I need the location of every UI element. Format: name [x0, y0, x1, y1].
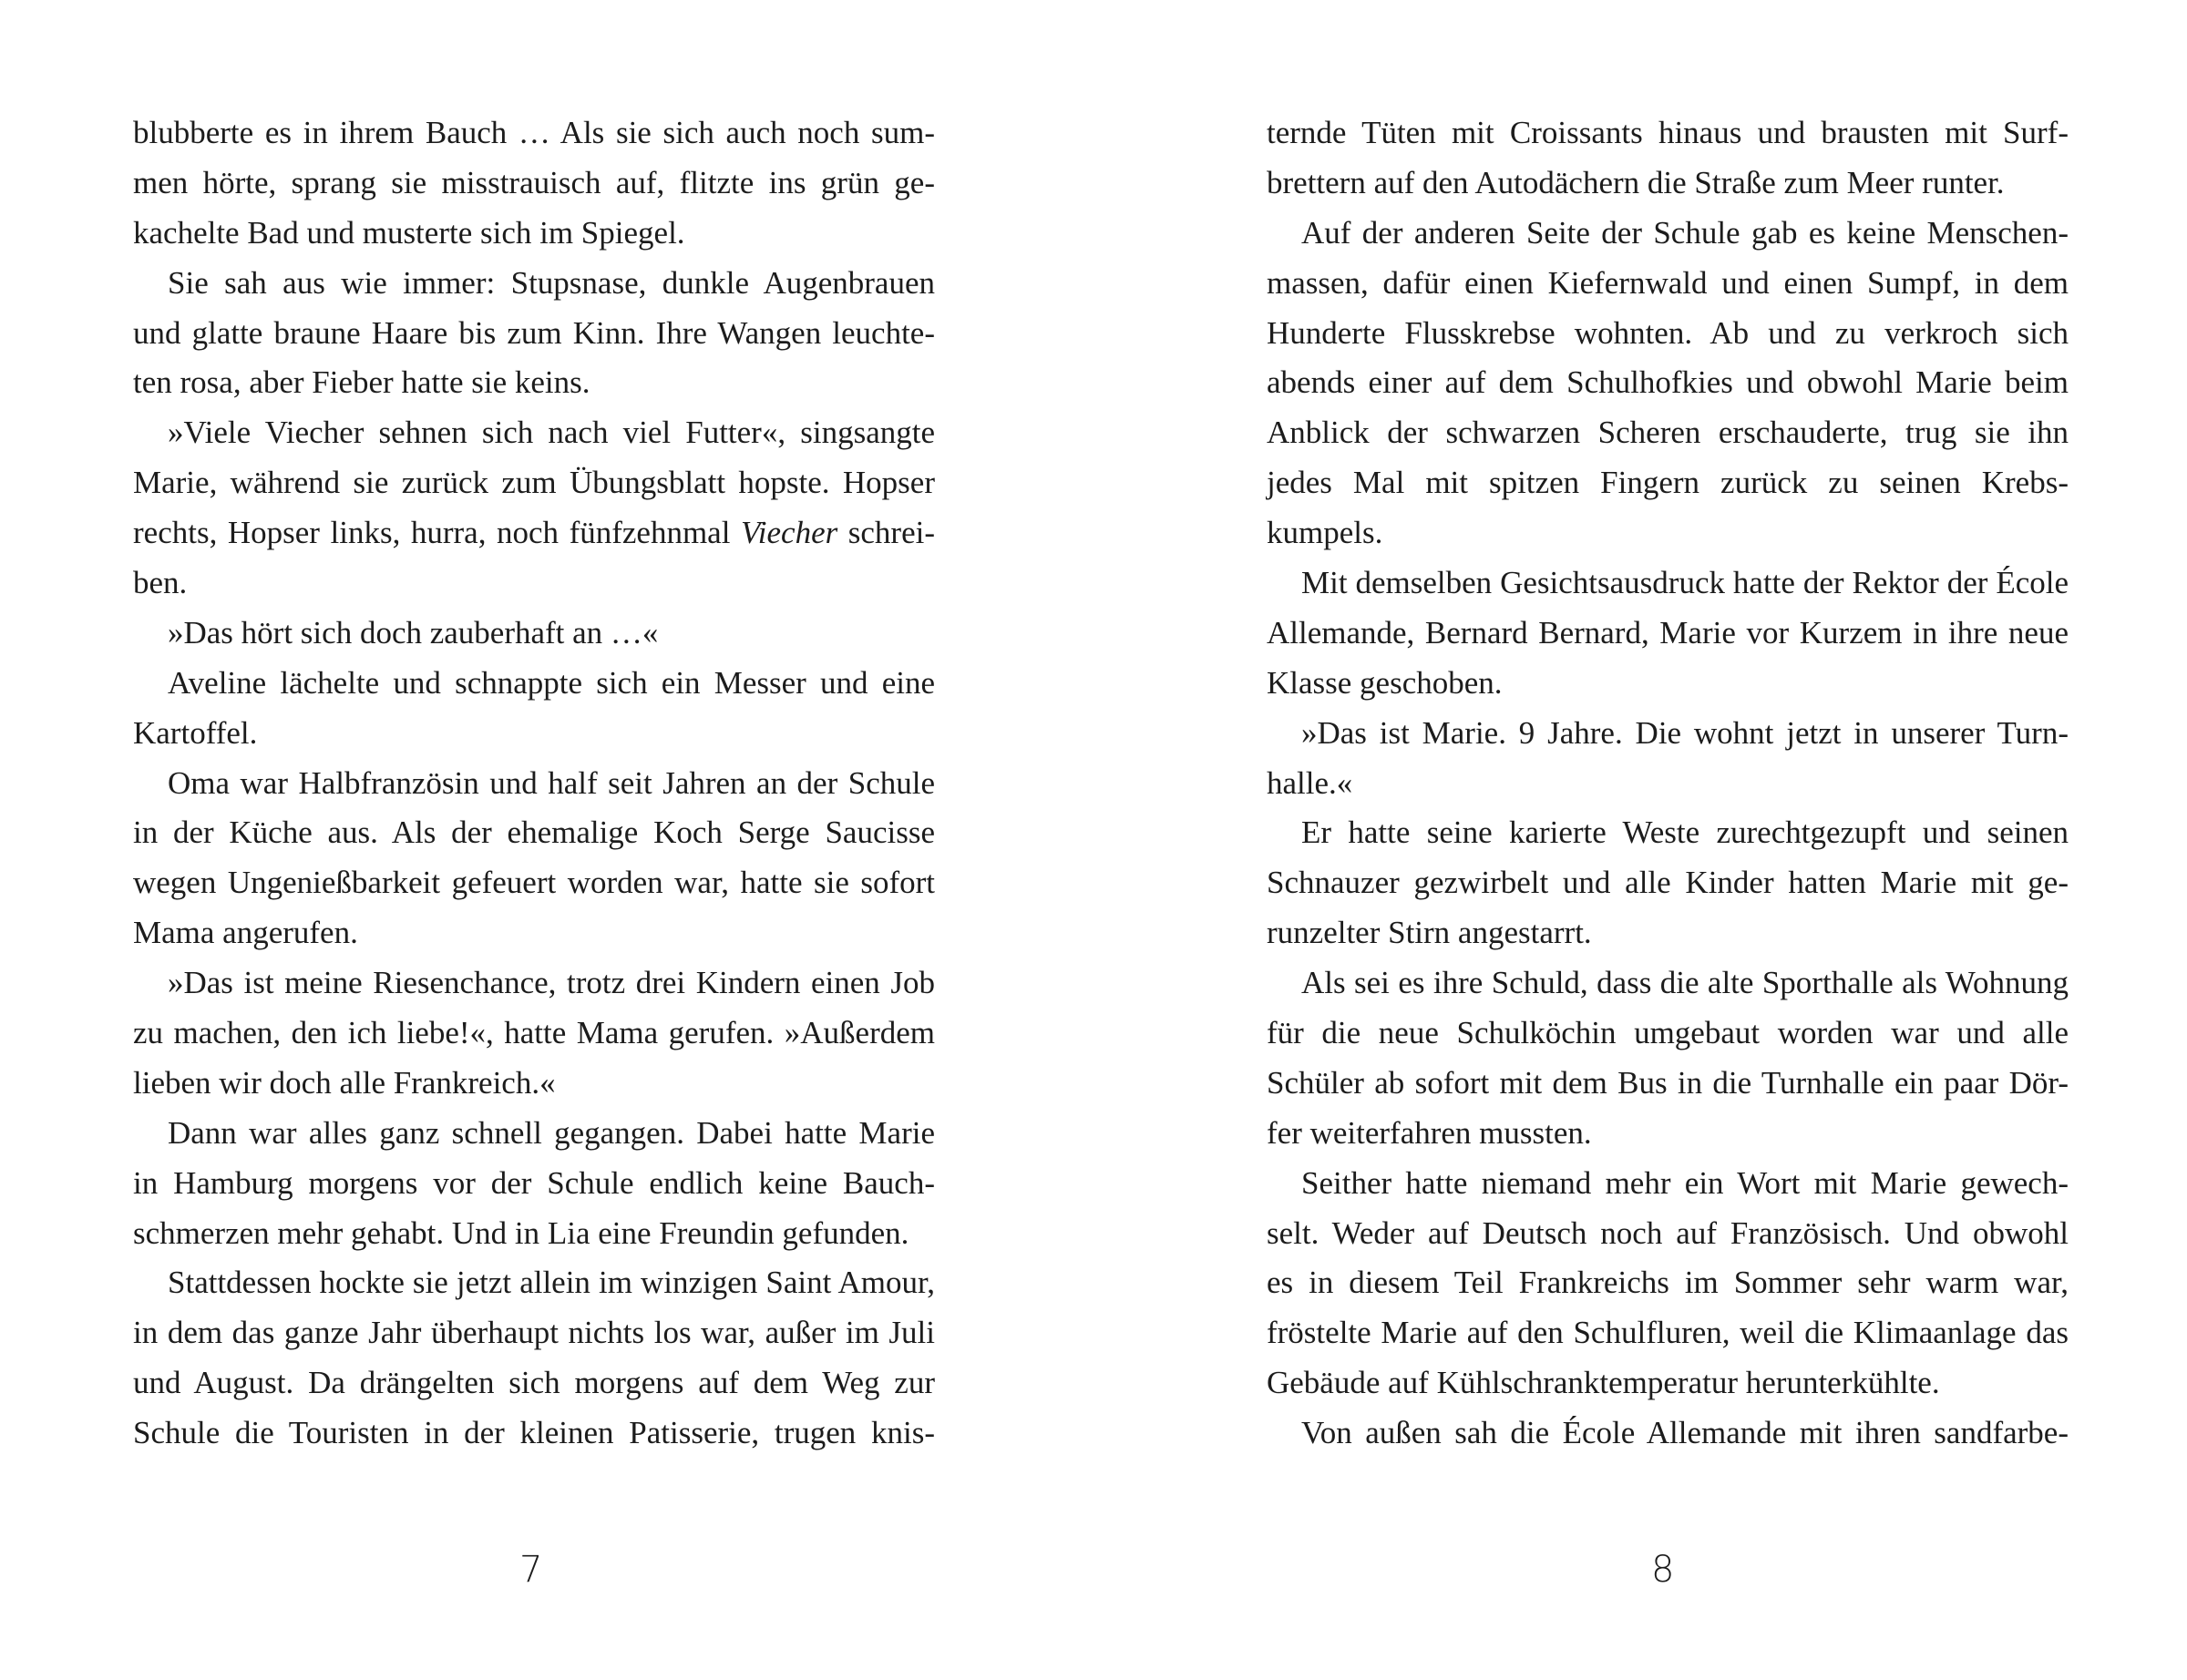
text-line: Anblick der schwarzen Scheren erschauderte, trug sie ihn	[1267, 415, 2069, 451]
text-line: Dann war alles ganz schnell gegangen. Dabei hatte Marie	[168, 1114, 935, 1151]
text-line: und August. Da drängelten sich morgens auf dem Weg zur	[133, 1365, 935, 1401]
text-line: blubberte es in ihrem Bauch … Als sie sich auch noch sum-	[133, 115, 935, 150]
text-line: abends einer auf dem Schulhofkies und obwohl Marie beim	[1267, 364, 2069, 401]
text-line: Von außen sah die École Allemande mit ihren sandfarbe-	[1301, 1415, 2069, 1451]
left-page-number: 7	[519, 1549, 543, 1591]
text-line: ten rosa, aber Fieber hatte sie keins.	[133, 364, 590, 401]
text-line: Marie, während sie zurück zum Übungsblatt hopste. Hopser	[133, 465, 935, 501]
text-line: Seither hatte niemand mehr ein Wort mit Marie gewech-	[1301, 1164, 2069, 1201]
text-line: schmerzen mehr gehabt. Und in Lia eine Freundin gefunden.	[133, 1214, 909, 1251]
text-line: ben.	[133, 565, 188, 601]
text-line: in dem das ganze Jahr überhaupt nichts los war, außer im Juli	[133, 1315, 935, 1351]
text-line: Hunderte Flusskrebse wohnten. Ab und zu verkroch sich	[1267, 314, 2069, 351]
text-segment: rechts, Hopser links, hurra, noch fünfzehnmal	[133, 515, 741, 551]
text-line: runzelter Stirn angestarrt.	[1267, 915, 1592, 951]
text-line: »Das ist meine Riesenchance, trotz drei Kindern einen Job	[168, 965, 935, 1001]
text-line: »Das hört sich doch zauberhaft an …«	[168, 614, 659, 650]
text-line: selt. Weder auf Deutsch noch auf Französisch. Und obwohl	[1267, 1214, 2069, 1251]
text-line: halle.«	[1267, 764, 1353, 801]
text-line: fröstelte Marie auf den Schulfluren, weil die Klimaanlage das	[1267, 1315, 2069, 1351]
text-line: wegen Ungenießbarkeit gefeuert worden war, hatte sie sofort	[133, 865, 935, 901]
text-line: »Viele Viecher sehnen sich nach viel Futter«, singsangte	[168, 415, 935, 451]
text-line: Schnauzer gezwirbelt und alle Kinder hatten Marie mit ge-	[1267, 865, 2069, 901]
text-line	[133, 508, 935, 558]
text-line: Gebäude auf Kühlschranktemperatur herunterkühlte.	[1267, 1365, 1940, 1401]
italic-word: Viecher	[741, 515, 838, 551]
text-line: Schüler ab sofort mit dem Bus in die Turnhalle ein paar Dör-	[1267, 1064, 2069, 1101]
text-line: Mama angerufen.	[133, 915, 358, 951]
text-line: Oma war Halbfranzösin und half seit Jahren an der Schule	[168, 764, 935, 801]
text-line: ternde Tüten mit Croissants hinaus und brausten mit Surf-	[1267, 115, 2069, 150]
text-line: zu machen, den ich liebe!«, hatte Mama gerufen. »Außerdem	[133, 1015, 935, 1051]
text-segment: schrei-	[837, 515, 936, 551]
text-line: Kartoffel.	[133, 714, 258, 751]
text-line: Stattdessen hockte sie jetzt allein im winzigen Saint Amour,	[168, 1265, 935, 1301]
text-line: kumpels.	[1267, 515, 1383, 551]
text-line: Als sei es ihre Schuld, dass die alte Sporthalle als Wohnung	[1301, 965, 2069, 1001]
text-line: in Hamburg morgens vor der Schule endlich keine Bauch-	[133, 1164, 935, 1201]
text-line: men hörte, sprang sie misstrauisch auf, flitzte ins grün ge-	[133, 164, 935, 200]
text-line: für die neue Schulköchin umgebaut worden war und alle	[1267, 1015, 2069, 1051]
text-line: Klasse geschoben.	[1267, 664, 1503, 701]
text-line: es in diesem Teil Frankreichs im Sommer sehr warm war,	[1267, 1265, 2069, 1301]
text-line: jedes Mal mit spitzen Fingern zurück zu seinen Krebs-	[1267, 465, 2069, 501]
left-page-text	[133, 108, 935, 1459]
text-line: kachelte Bad und musterte sich im Spiegel.	[133, 214, 685, 251]
text-line: und glatte braune Haare bis zum Kinn. Ihre Wangen leuchte-	[133, 314, 935, 351]
text-line: Aveline lächelte und schnappte sich ein Messer und eine	[168, 664, 935, 701]
text-line: in der Küche aus. Als der ehemalige Koch Serge Saucisse	[133, 814, 935, 851]
text-line: Auf der anderen Seite der Schule gab es keine Menschen-	[1301, 214, 2069, 251]
text-line: Allemande, Bernard Bernard, Marie vor Kurzem in ihre neue	[1267, 614, 2069, 650]
text-line: Er hatte seine karierte Weste zurechtgezupft und seinen	[1301, 814, 2069, 851]
text-line: brettern auf den Autodächern die Straße zum Meer runter.	[1267, 164, 2005, 200]
right-page-text	[1267, 108, 2069, 1459]
right-page-number: 8	[1651, 1549, 1675, 1591]
text-line: Sie sah aus wie immer: Stupsnase, dunkle Augenbrauen	[168, 264, 935, 301]
text-line: lieben wir doch alle Frankreich.«	[133, 1064, 556, 1101]
text-line: massen, dafür einen Kiefernwald und einen Sumpf, in dem	[1267, 264, 2069, 301]
text-line: Schule die Touristen in der kleinen Patisserie, trugen knis-	[133, 1415, 935, 1451]
text-line: »Das ist Marie. 9 Jahre. Die wohnt jetzt in unserer Turn-	[1301, 714, 2069, 751]
text-line: fer weiterfahren mussten.	[1267, 1114, 1592, 1151]
right-page	[1094, 0, 2187, 1680]
text-line: Mit demselben Gesichtsausdruck hatte der Rektor der École	[1301, 565, 2069, 601]
